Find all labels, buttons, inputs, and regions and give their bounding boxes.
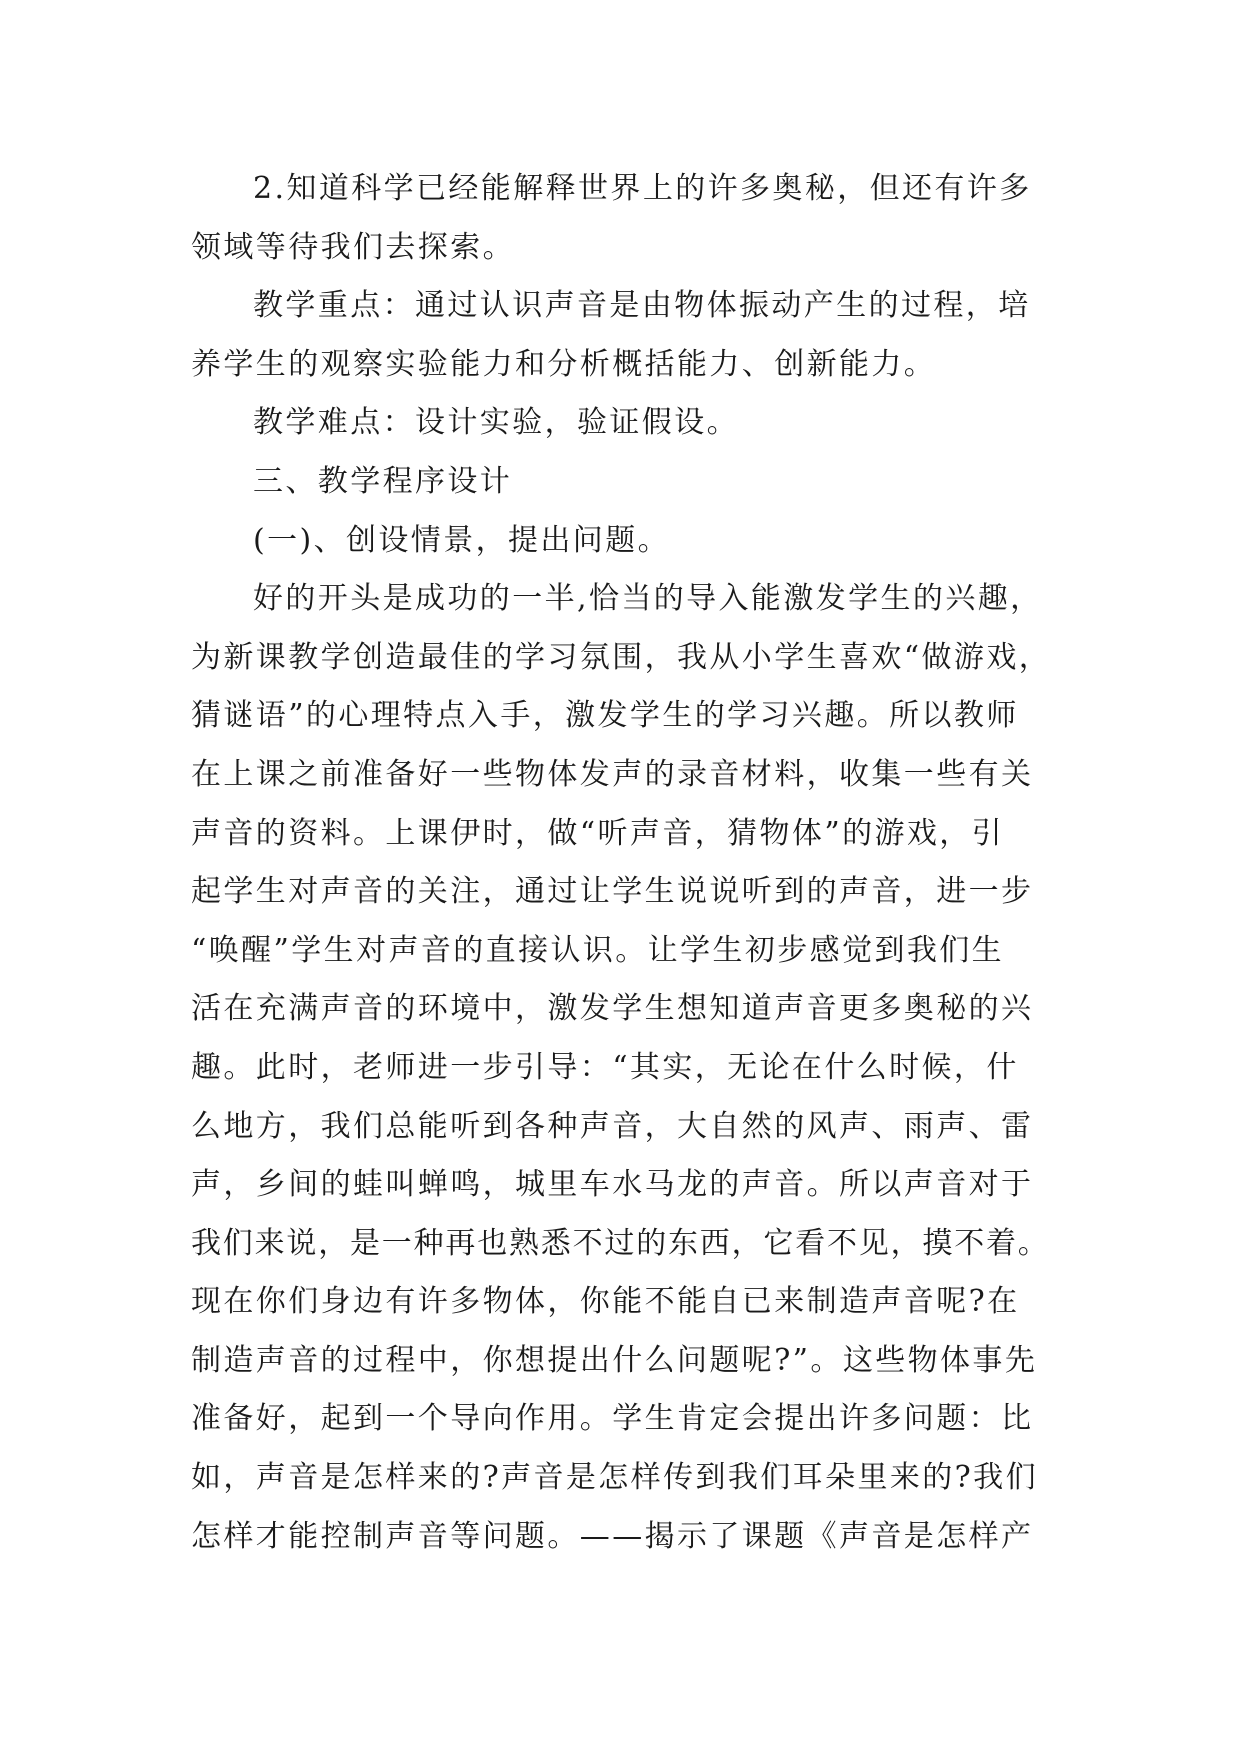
- text-line: 养学生的观察实验能力和分析概括能力、创新能力。: [191, 346, 937, 382]
- text-line: 声，乡间的蛙叫蝉鸣，城里车水马龙的声音。所以声音对于: [191, 1167, 1034, 1203]
- text-line: 教学重点：通过认识声音是由物体振动产生的过程，培: [253, 288, 1031, 324]
- text-line: 教学难点：设计实验，验证假设。: [253, 405, 739, 441]
- text-line: 活在充满声音的环境中，激发学生想知道声音更多奥秘的兴: [191, 991, 1034, 1027]
- text-line: 制造声音的过程中，你想提出什么问题呢?”。这些物体事先: [191, 1342, 1038, 1378]
- text-line: 为新课教学创造最佳的学习氛围，我从小学生喜欢“做游戏，: [191, 639, 1052, 675]
- text-line: 2.知道科学已经能解释世界上的许多奥秘，但还有许多: [253, 171, 1032, 206]
- text-line: 怎样才能控制声音等问题。——揭示了课题《声音是怎样产: [191, 1518, 1034, 1554]
- text-line: 起学生对声音的关注，通过让学生说说听到的声音，进一步: [191, 874, 1034, 910]
- text-line: 领域等待我们去探索。: [191, 229, 515, 265]
- text-line: 如，声音是怎样来的?声音是怎样传到我们耳朵里来的?我们: [191, 1460, 1038, 1496]
- text-line: 声音的资料。上课伊时，做“听声音，猜物体”的游戏，引: [191, 815, 1005, 851]
- text-line: 好的开头是成功的一半,恰当的导入能激发学生的兴趣，: [253, 581, 1043, 617]
- text-line: 我们来说，是一种再也熟悉不过的东西，它看不见，摸不着。: [191, 1225, 1050, 1261]
- text-line: 猜谜语”的心理特点入手，激发学生的学习兴趣。所以教师: [191, 698, 1019, 734]
- text-line: 趣。此时，老师进一步引导：“其实，无论在什么时候，什: [191, 1049, 1019, 1085]
- text-line: 三、教学程序设计: [253, 463, 513, 499]
- text-line: (一)、创设情景，提出问题。: [253, 522, 671, 558]
- text-line: 么地方，我们总能听到各种声音，大自然的风声、雨声、雷: [191, 1108, 1034, 1144]
- text-line: “唤醒”学生对声音的直接认识。让学生初步感觉到我们生: [191, 932, 1005, 968]
- text-line: 在上课之前准备好一些物体发声的录音材料，收集一些有关: [191, 756, 1034, 792]
- text-line: 准备好，起到一个导向作用。学生肯定会提出许多问题：比: [191, 1401, 1034, 1437]
- document-page: [191, 160, 1051, 1566]
- text-line: 现在你们身边有许多物体，你能不能自已来制造声音呢?在: [191, 1284, 1020, 1320]
- document-body: [191, 160, 1051, 1566]
